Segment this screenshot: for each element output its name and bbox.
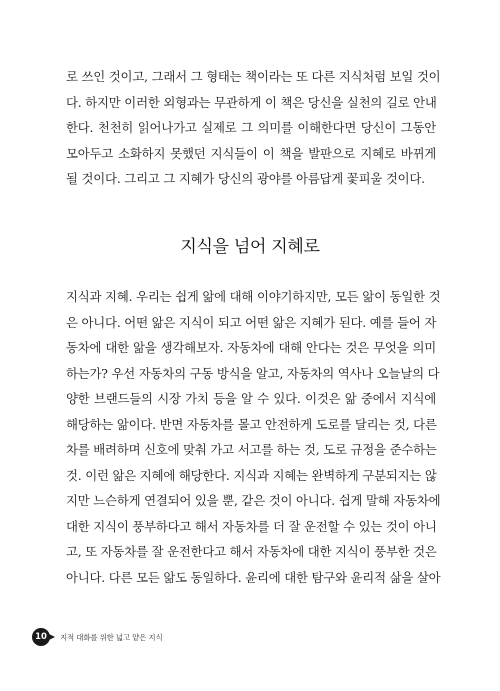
intro-paragraph <box>66 64 441 192</box>
text-line: 차를 배려하며 신호에 맞춰 가고 서고를 하는 것, 도로 규정을 준수하는 <box>66 442 437 457</box>
text-line: 고, 또 자동차를 잘 운전한다고 해서 자동차에 대한 지식이 풍부한 것은 <box>66 544 437 559</box>
text-line: 로 쓰인 것이고, 그래서 그 형태는 책이라는 또 다른 지식처럼 보일 것이 <box>66 69 441 84</box>
text-line: 은 아니다. 어떤 앎은 지식이 되고 어떤 앎은 지혜가 된다. 예를 들어 자 <box>66 314 437 330</box>
text-line: 아니다. 다른 모든 앎도 동일하다. 윤리에 대한 탐구와 윤리적 삶을 살아 <box>66 569 441 585</box>
body-paragraph <box>66 284 441 590</box>
text-line: 다. 하지만 이러한 외형과는 무관하게 이 책은 당신을 실천의 길로 안내 <box>66 94 437 110</box>
text-line: 하는가? 우선 자동차의 구동 방식을 알고, 자동차의 역사나 오늘날의 다 <box>66 365 440 381</box>
text-line: 될 것이다. 그리고 그 지혜가 당신의 광야를 아름답게 꽃피울 것이다. <box>66 171 425 186</box>
text-line: 한다. 천천히 읽어나가고 실제로 그 의미를 이해한다면 당신이 그동안 <box>66 120 436 135</box>
page-number: 10 <box>32 628 50 646</box>
text-line: 지식과 지혜. 우리는 쉽게 앎에 대해 이야기하지만, 모든 앎이 동일한 것 <box>66 289 441 304</box>
text-line: 지만 느슨하게 연결되어 있을 뿐, 같은 것이 아니다. 쉽게 말해 자동차에 <box>66 493 441 508</box>
text-line: 모아두고 소화하지 못했던 지식들이 이 책을 발판으로 지혜로 바뀌게 <box>66 145 436 161</box>
text-line: 동차에 대한 앎을 생각해보자. 자동차에 대해 안다는 것은 무엇을 의미 <box>66 340 436 355</box>
page-footer <box>32 628 163 646</box>
section-heading: 지식을 넘어 지혜로 <box>180 237 320 257</box>
running-title: 지적 대화를 위한 넓고 얕은 지식 <box>60 632 163 642</box>
page-number-badge <box>32 628 55 646</box>
text-line: 대한 지식이 풍부하다고 해서 자동차를 더 잘 운전할 수 있는 것이 아니 <box>66 518 437 534</box>
text-line: 것. 이런 앎은 지혜에 해당한다. 지식과 지혜는 완벽하게 구분되지는 않 <box>66 467 437 483</box>
text-line: 양한 브랜드들의 시장 가치 등을 알 수 있다. 이것은 앎 중에서 지식에 <box>66 391 436 406</box>
arrow-right-icon <box>49 634 55 640</box>
text-line: 해당하는 앎이다. 반면 자동차를 몰고 안전하게 도로를 달리는 것, 다른 <box>66 416 437 432</box>
